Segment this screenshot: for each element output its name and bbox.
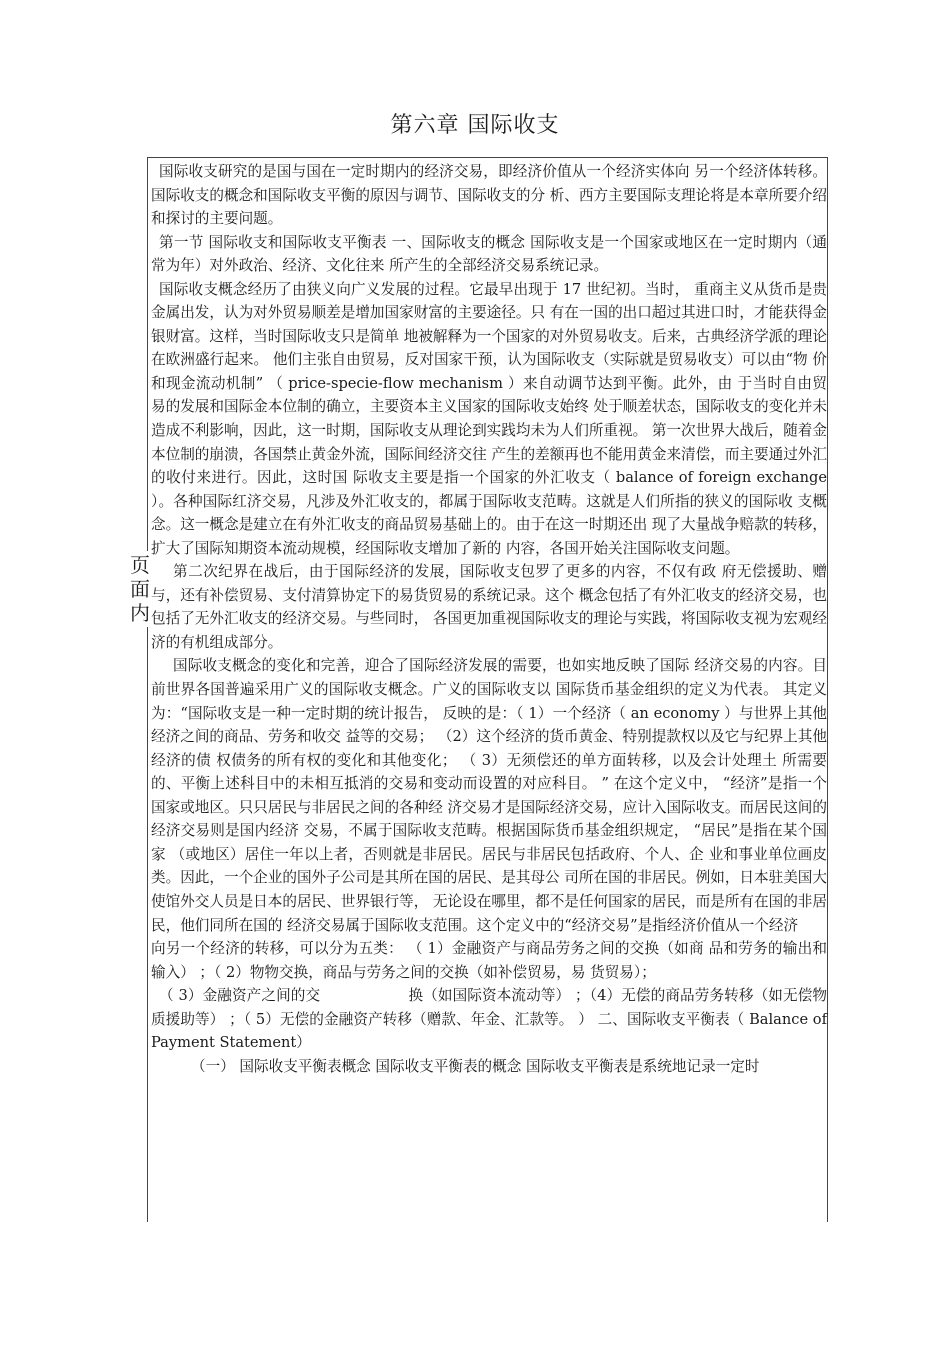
frame-top-border (147, 157, 827, 158)
side-label (128, 551, 152, 627)
paragraph: （一） 国际收支平衡表概念 国际收支平衡表的概念 国际收支平衡表是系统地记录一定时 (191, 1057, 760, 1075)
frame-left-border (147, 157, 148, 1222)
side-label-char: 面 (130, 577, 150, 601)
paragraph: 第二次纪界在战后，由于国际经济的发展，国际收支包罗了更多的内容，不仅有政 府无偿援助、赠与，还有补偿贸易、支付清算协定下的易货贸易的系统记录。这个 概念包括了有外汇收支的经济交易，也包括了无外汇收支的经济交易。与些同时， 各国更加重视国际收支的理论与实践，将国际收支视为宏观经济的有机组成部分。 (151, 563, 827, 651)
paragraph: 国际收支概念经历了由狭义向广义发展的过程。它最早出现于 17 世纪初。当时， 重商主义从货币是贵金属出发，认为对外贸易顺差是增加国家财富的主要途径。只 有在一国的出口超过其进口时，才能获得金银财富。这样，当时国际收支只是简单 地被解释为一个国家的对外贸易收支。后来，古典经济学派的理论在欧洲盛行起来。 他们主张自由贸易，反对国家干预，认为国际收支（实际就是贸易收支）可以由“物 价和现金流动机制” （ price-specie-flow mechanism ）来自动调节达到平衡。此外，由 于当时自由贸易的发展和国际金本位制的确立，主要资本主义国家的国际收支始终 处于顺差状态，国际收支的变化并未造成不利影响，因此，这一时期，国际收支从理论到实践均未为人们所重视。 第一次世界大战后，随着金本位制的崩溃，各国禁止黄金外流，国际间经济交往 产生的差额再也不能用黄金来清偿，而主要通过外汇的收付来进行。因此，这时国 际收支主要是指一个国家的外汇收支（ balance of foreign exchange ）。各种国际红济交易，凡涉及外汇收支的，都属于国际收支范畴。这就是人们所指的狭义的国际收 支概念。这一概念是建立在有外汇收支的商品贸易基础上的。由于在这一时期还出 现了大量战争赔款的转移，扩大了国际知期资本流动规模，经国际收支增加了新的 内容，各国开始关注国际收支问题。 (151, 280, 827, 557)
frame-right-border (827, 157, 828, 1222)
paragraph: 国际收支概念的变化和完善，迎合了国际经济发展的需要，也如实地反映了国际 经济交易的内容。目前世界各国普遍采用广义的国际收支概念。广义的国际收支以 国际货币基金组织的定义为代表。 其定义为：“国际收支是一种一定时期的统计报告， 反映的是：（ 1）一个经济（ an economy ）与世界上其他经济之间的商品、劳务和收交 益等的交易； （2）这个经济的货币黄金、特别提款权以及它与纪界上其他经济的债 权债务的所有权的变化和其他变化； （ 3）无须偿还的单方面转移，以及会计处理土 所需要的、平衡上述科目中的未相互抵消的交易和变动而设置的对应科目。 ” 在这个定义中， “经济”是指一个国家或地区。只只居民与非居民之间的各种经 济交易才是国际经济交易，应计入国际收支。而居民这间的经济交易则是国内经济 交易，不属于国际收支范畴。根据国际货币基金组织规定， “居民”是指在某个国家 （或地区）居住一年以上者，否则就是非居民。居民与非居民包括政府、个人、企 业和事业单位画皮类。因此，一个企业的国外子公司是其所在国的居民、是其母公 司所在国的非居民。例如，日本驻美国大使馆外交人员是日本的居民、世界银行等， 无论设在哪里，都不是任何国家的居民，而是所有在国的非居民，他们同所在国的 经济交易属于国际收支范围。这个定义中的“经济交易”是指经济价值从一个经济 (151, 657, 827, 934)
paragraph: 第一节 国际收支和国际收支平衡表 一、国际收支的概念 国际收支是一个国家或地区在一定时期内（通常为年）对外政治、经济、文化往来 所产生的全部经济交易系统记录。 (151, 233, 827, 275)
side-label-char: 页 (130, 553, 150, 577)
side-label-char: 内 (130, 601, 150, 625)
page-title: 第六章 国际收支 (390, 113, 560, 138)
paragraph: 向另一个经济的转移，可以分为五类： （ 1）金融资产与商品劳务之间的交换（如商 品和劳务的输出和输入） ；（ 2）物物交换，商品与劳务之间的交换（如补偿贸易，易 货贸易）； (151, 940, 827, 981)
paragraph: （ 3）金融资产之间的交 换（如国际资本流动等） ；（4）无偿的商品劳务转移（如无偿物质援助等） ；（ 5）无偿的金融资产转移（赠款、年金、汇款等。 ） 二、国际收支平衡表（ Balance of Payment Statement） (151, 987, 827, 1052)
body-text (151, 160, 827, 1078)
paragraph: 国际收支研究的是国与国在一定时期内的经济交易，即经济价值从一个经济实体向 另一个经济体转移。国际收支的概念和国际收支平衡的原因与调节、国际收支的分 析、西方主要国际支理论将是本章所要介绍和探讨的主要问题。 (151, 163, 827, 228)
